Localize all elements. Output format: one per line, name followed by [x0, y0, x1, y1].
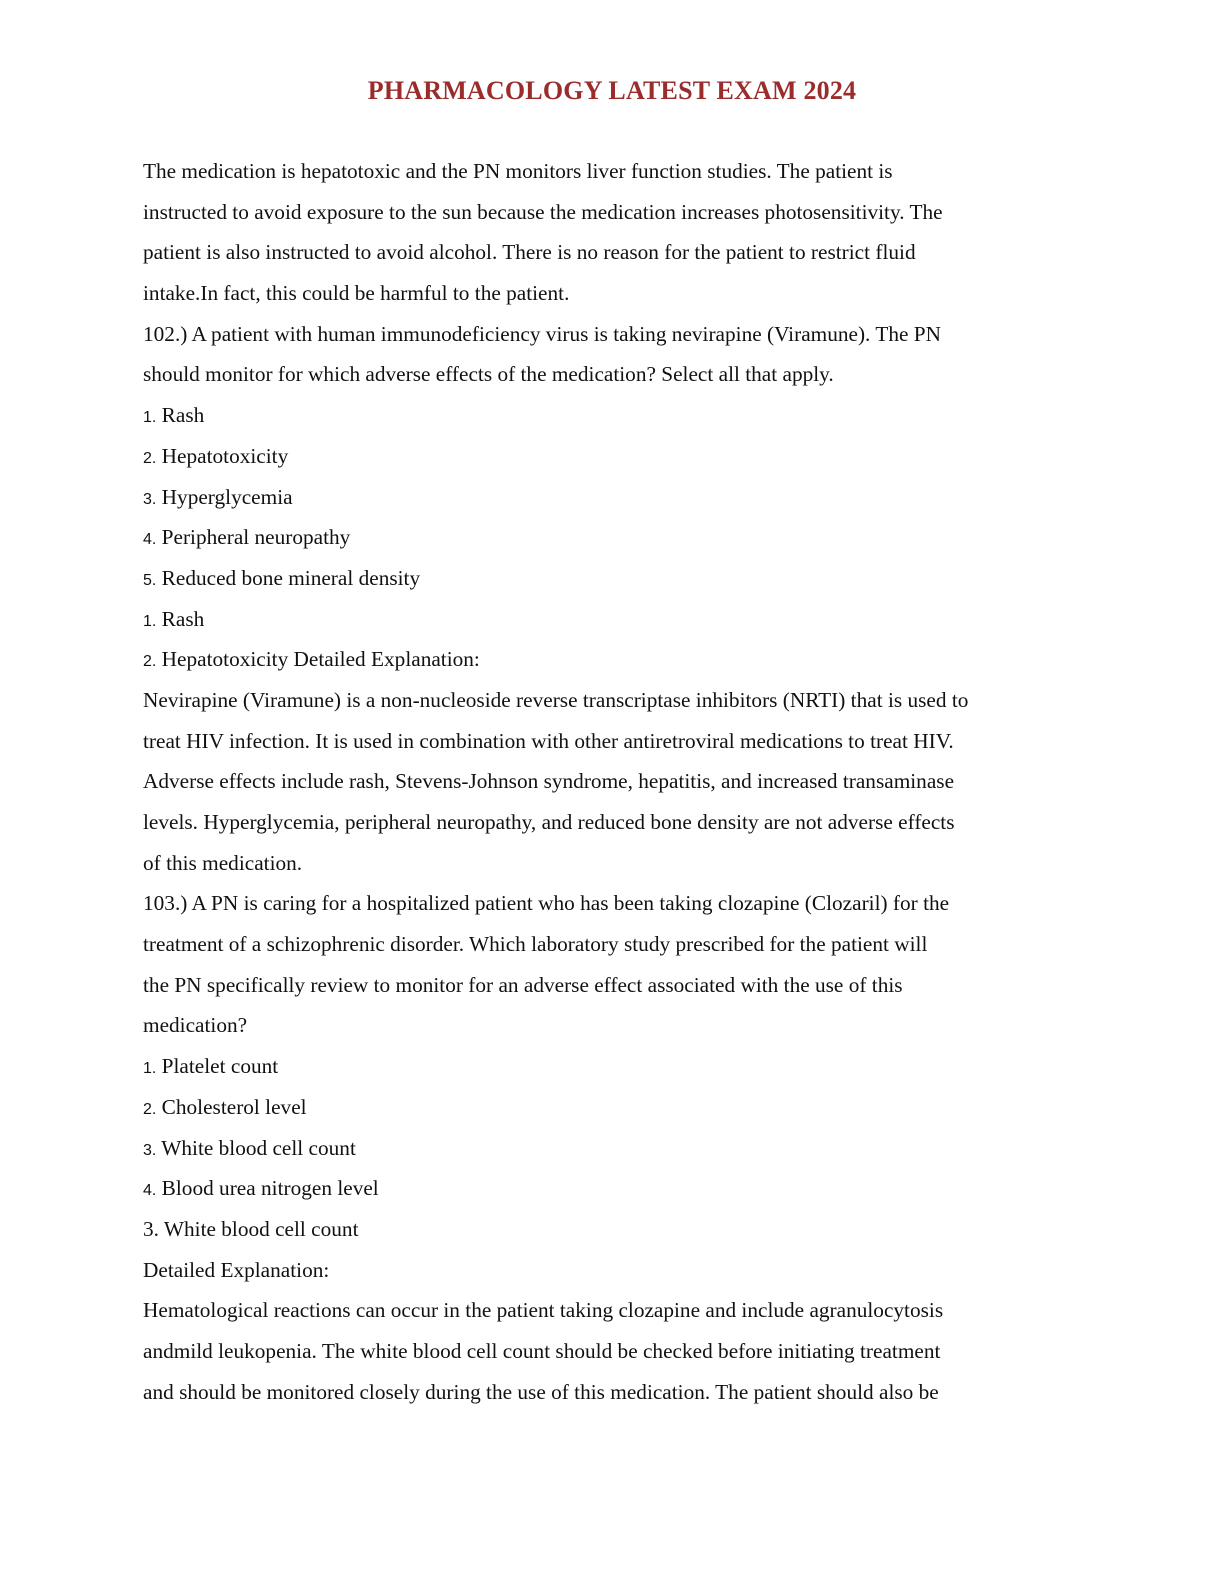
option-number: 1.: [143, 409, 157, 427]
line-text: Hepatotoxicity Detailed Explanation:: [156, 647, 480, 672]
answer-option-line: [143, 477, 1083, 518]
line-text: White blood cell count: [156, 1135, 356, 1160]
text-line: [143, 151, 1083, 192]
answer-option-line: [143, 1046, 1083, 1087]
option-number: 2.: [143, 1100, 157, 1118]
option-number: 5.: [143, 571, 157, 589]
line-text: intake.In fact, this could be harmful to the patient.: [143, 281, 570, 306]
option-number: 2.: [143, 449, 157, 467]
answer-option-line: [143, 1168, 1083, 1209]
text-line: [143, 924, 1083, 965]
answer-option-line: [143, 517, 1083, 558]
line-text: levels. Hyperglycemia, peripheral neuropathy, and reduced bone density are not adverse effects: [143, 810, 955, 834]
line-text: treatment of a schizophrenic disorder. Which laboratory study prescribed for the patient will: [143, 932, 928, 957]
line-text: the PN specifically review to monitor for an adverse effect associated with the use of this: [143, 972, 903, 997]
option-number: 2.: [143, 653, 157, 671]
line-text: Cholesterol level: [156, 1094, 307, 1119]
text-line: [143, 965, 1083, 1006]
line-text: 3. White blood cell count: [143, 1216, 359, 1241]
line-text: Hyperglycemia: [156, 484, 293, 509]
line-text: Peripheral neuropathy: [156, 525, 351, 550]
option-number: 3.: [143, 1141, 157, 1159]
answer-option-line: [143, 395, 1083, 436]
document-body: [143, 151, 1083, 1412]
answer-option-line: [143, 558, 1083, 599]
document-title: PHARMACOLOGY LATEST EXAM 2024: [367, 76, 857, 105]
line-text: 102.) A patient with human immunodeficiency virus is taking nevirapine (Viramune). The PN: [143, 321, 941, 346]
text-line: [143, 232, 1083, 273]
line-text: andmild leukopenia. The white blood cell count should be checked before initiating treatment: [143, 1338, 941, 1363]
option-number: 1.: [143, 612, 157, 630]
text-line: [143, 273, 1083, 314]
text-line: [143, 1250, 1083, 1291]
line-text: medication?: [143, 1013, 248, 1038]
line-text: instructed to avoid exposure to the sun because the medication increases photosensitivity. The: [143, 199, 943, 224]
line-text: 103.) A PN is caring for a hospitalized patient who has been taking clozapine (Clozaril) for the: [143, 891, 950, 916]
text-line: [143, 721, 1083, 762]
text-line: [143, 1209, 1083, 1250]
option-number: 3.: [143, 490, 157, 508]
text-line: [143, 883, 1083, 924]
answer-option-line: [143, 599, 1083, 640]
line-text: Blood urea nitrogen level: [156, 1176, 379, 1201]
text-line: [143, 314, 1083, 355]
option-number: 1.: [143, 1060, 157, 1078]
text-line: [143, 1372, 1083, 1413]
line-text: Hematological reactions can occur in the patient taking clozapine and include agranulocytosis: [143, 1298, 944, 1323]
line-text: Rash: [156, 606, 205, 631]
line-text: The medication is hepatotoxic and the PN monitors liver function studies. The patient is: [143, 159, 893, 183]
option-number: 4.: [143, 1182, 157, 1200]
text-line: [143, 802, 1083, 843]
line-text: Reduced bone mineral density: [156, 565, 421, 590]
answer-option-line: [143, 436, 1083, 477]
line-text: Adverse effects include rash, Stevens-Johnson syndrome, hepatitis, and increased transaminase: [143, 769, 955, 794]
text-line: [143, 761, 1083, 802]
line-text: Detailed Explanation:: [143, 1257, 330, 1282]
text-line: [143, 192, 1083, 233]
text-line: [143, 680, 1083, 721]
line-text: treat HIV infection. It is used in combination with other antiretroviral medications to treat HIV.: [143, 728, 954, 753]
line-text: Nevirapine (Viramune) is a non-nucleoside reverse transcriptase inhibitors (NRTI) that is used to: [143, 687, 969, 712]
text-line: [143, 1005, 1083, 1046]
text-line: [143, 843, 1083, 884]
answer-option-line: [143, 639, 1083, 680]
line-text: Platelet count: [156, 1054, 279, 1079]
text-line: [143, 354, 1083, 395]
line-text: should monitor for which adverse effects of the medication? Select all that apply.: [143, 362, 834, 387]
line-text: Rash: [156, 403, 205, 428]
answer-option-line: [143, 1087, 1083, 1128]
line-text: patient is also instructed to avoid alcohol. There is no reason for the patient to restrict fluid: [143, 240, 916, 265]
line-text: and should be monitored closely during the use of this medication. The patient should also be: [143, 1379, 939, 1404]
line-text: Hepatotoxicity: [156, 443, 289, 468]
line-text: of this medication.: [143, 850, 303, 875]
text-line: [143, 1331, 1083, 1372]
answer-option-line: [143, 1128, 1083, 1169]
text-line: [143, 1290, 1083, 1331]
option-number: 4.: [143, 531, 157, 549]
